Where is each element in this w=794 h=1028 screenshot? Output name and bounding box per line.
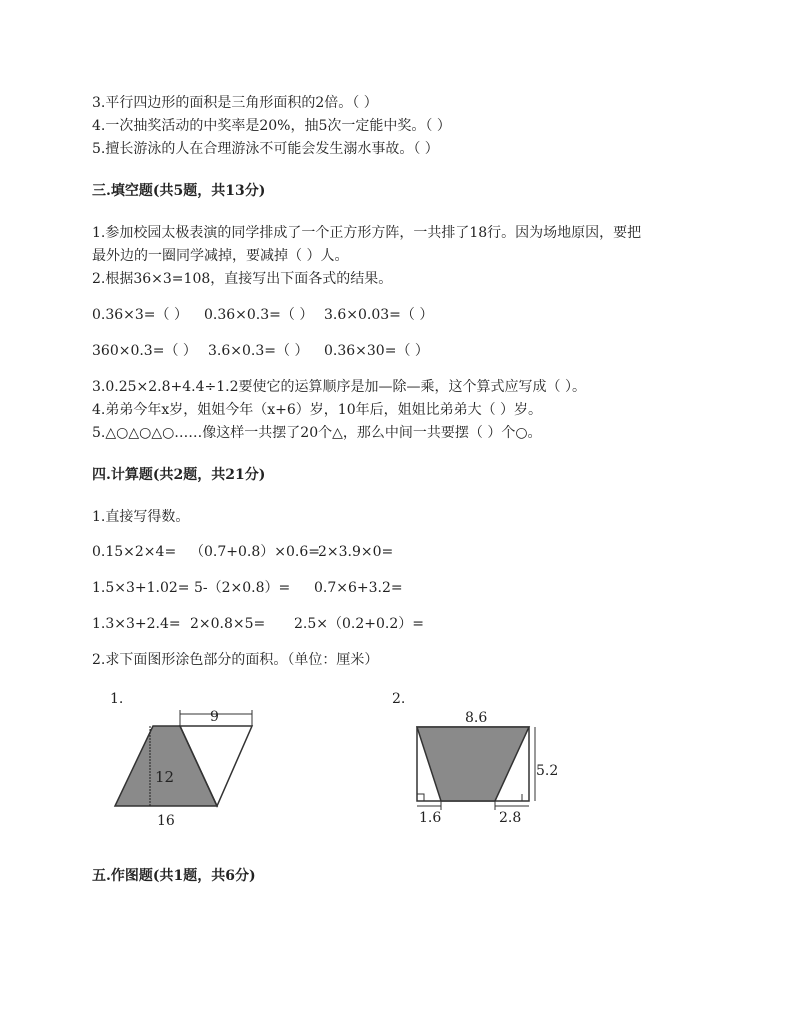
label-height: 5.2	[536, 763, 559, 779]
judge-question-5: 5.擅长游泳的人在合理游泳不可能会发生溺水事故。（ ）	[92, 141, 439, 157]
label-height: 12	[155, 768, 175, 786]
expression: 2×3.9×0=	[318, 544, 394, 560]
expression: 0.15×2×4=	[92, 544, 177, 560]
shaded-region	[115, 726, 217, 806]
expression: 0.36×0.3=（ ）	[204, 307, 314, 323]
label-top-length: 8.6	[465, 710, 488, 726]
calc-question-1: 1.直接写得数。	[92, 509, 190, 525]
expression: 360×0.3=（ ）	[92, 343, 197, 359]
figure-1-label: 1.	[110, 691, 124, 707]
expression: （0.7+0.8）×0.6=	[190, 544, 320, 560]
expression: 0.36×3=（ ）	[92, 307, 188, 323]
fill-question-1-line-1: 1.参加校园太极表演的同学排成了一个正方形方阵，一共排了18行。因为场地原因，要把	[92, 225, 642, 241]
figure-1-diagram	[100, 684, 280, 829]
section-heading-fill: 三.填空题(共5题，共13分)	[92, 183, 266, 199]
expression: 0.36×30=（ ）	[324, 343, 429, 359]
label-left-offset: 1.6	[419, 810, 442, 826]
expression: 1.5×3+1.02=	[92, 580, 190, 596]
fill-question-3: 3.0.25×2.8+4.4÷1.2要使它的运算顺序是加—除—乘，这个算式应写成（ ）。	[92, 379, 586, 395]
figure-1	[100, 684, 280, 829]
figure-2	[386, 684, 576, 829]
figure-2-diagram	[386, 684, 576, 829]
label-top-length: 9	[210, 709, 219, 725]
section-heading-calc: 四.计算题(共2题，共21分)	[92, 467, 266, 483]
section-heading-draw: 五.作图题(共1题，共6分)	[92, 868, 256, 884]
right-angle-mark-left	[417, 794, 424, 801]
label-bottom-length: 16	[157, 813, 175, 829]
expression: 5-（2×0.8）=	[194, 580, 291, 596]
fill-question-4: 4.弟弟今年x岁，姐姐今年（x+6）岁，10年后，姐姐比弟弟大（ ）岁。	[92, 402, 543, 418]
fill-question-5: 5.△○△○△○……像这样一共摆了20个△，那么中间一共要摆（ ）个○。	[92, 425, 542, 441]
expression: 2×0.8×5=	[190, 616, 266, 632]
label-right-offset: 2.8	[499, 810, 522, 826]
expression: 3.6×0.03=（ ）	[324, 307, 434, 323]
shaded-trapezoid	[417, 727, 529, 801]
expression: 1.3×3+2.4=	[92, 616, 181, 632]
fill-question-2: 2.根据36×3=108，直接写出下面各式的结果。	[92, 271, 393, 287]
judge-question-4: 4.一次抽奖活动的中奖率是20%，抽5次一定能中奖。（ ）	[92, 118, 451, 134]
judge-question-3: 3.平行四边形的面积是三角形面积的2倍。（ ）	[92, 95, 378, 111]
expression: 0.7×6+3.2=	[314, 580, 403, 596]
figure-2-label: 2.	[392, 691, 406, 707]
fill-question-1-line-2: 最外边的一圈同学减掉，要减掉（ ）人。	[92, 248, 349, 264]
calc-question-2: 2.求下面图形涂色部分的面积。（单位：厘米）	[92, 652, 379, 668]
expression: 3.6×0.3=（ ）	[208, 343, 309, 359]
expression: 2.5×（0.2+0.2）=	[294, 616, 424, 632]
